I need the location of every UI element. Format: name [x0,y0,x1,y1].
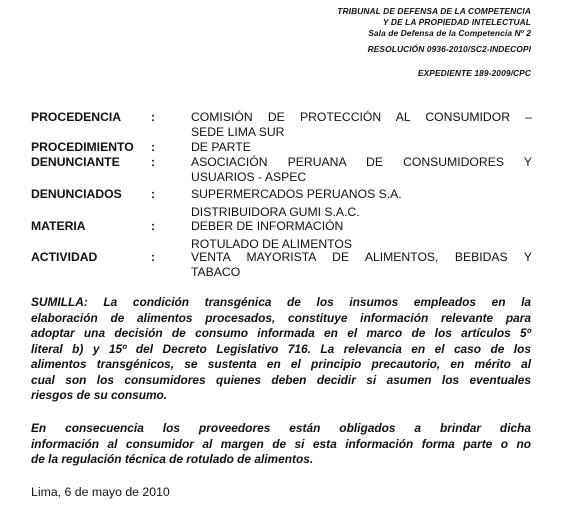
field-value-line: DE PARTE [191,140,251,154]
field-value [191,250,532,280]
field-label: DENUNCIADOS [31,187,122,201]
header-line-2: Y DE LA PROPIEDAD INTELECTUAL [382,17,531,27]
field-colon: : [151,140,156,154]
sumilla-line: adoptar una decisión de consumo informada en el marco de los artículos 5º [31,326,531,340]
field-value-line: VENTA MAYORISTA DE ALIMENTOS, BEBIDAS Y [191,250,532,264]
field-value-line: DISTRIBUIDORA GUMI S.A.C. [191,205,360,219]
field-value-line: SEDE LIMA SUR [191,125,285,139]
field-label: PROCEDIMIENTO [31,140,134,154]
header-line-3: Sala de Defensa de la Competencia Nº 2 [368,28,531,38]
field-colon: : [151,155,156,169]
field-colon: : [151,219,156,233]
field-label: DENUNCIANTE [31,155,120,169]
expediente-number: EXPEDIENTE 189-2009/CPC [417,68,531,78]
consecuencia-paragraph [31,421,531,468]
consecuencia-line: de la regulación técnica de rotulado de alimentos. [31,452,314,466]
field-value [191,187,532,220]
consecuencia-line: información al consumidor al margen de si esta información forma parte o no [31,436,531,451]
tribunal-header [337,6,531,39]
sumilla-line: alimentos transgénicos, se sustenta en el principio precautorio, en mérito al [31,357,531,371]
field-value-line: USUARIOS - ASPEC [191,170,307,184]
field-colon: : [151,250,156,264]
field-value-line: ROTULADO DE ALIMENTOS [191,237,352,251]
resolucion-number: RESOLUCIÓN 0936-2010/SC2-INDECOPI [367,44,531,54]
field-colon: : [151,110,156,124]
field-value-line: COMISIÓN DE PROTECCIÓN AL CONSUMIDOR – [191,110,532,124]
field-colon: : [151,187,156,201]
header-line-1: TRIBUNAL DE DEFENSA DE LA COMPETENCIA [337,6,531,16]
sumilla-paragraph [31,295,531,404]
field-label: PROCEDENCIA [31,110,122,124]
sumilla-line: literal b) y 15º del Decreto Legislativo 716. La relevancia en el caso de los [31,341,531,356]
field-value-line: SUPERMERCADOS PERUANOS S.A. [191,187,402,201]
field-label: MATERIA [31,219,86,233]
sumilla-line: riesgos de su consumo. [31,388,168,402]
field-value [191,110,532,140]
field-value-line: TABACO [191,265,241,279]
sumilla-line: cual son los consumidores quienes deben decidir si asumen los eventuales [31,372,531,387]
field-value [191,155,532,185]
sumilla-line: SUMILLA: La condición transgénica de los insumos empleados en la [31,295,531,309]
field-value [191,219,532,252]
field-value-line: DEBER DE INFORMACIÓN [191,219,344,233]
field-label: ACTIVIDAD [31,250,98,264]
sumilla-line: elaboración de alimentos procesados, constituye información relevante para [31,310,531,325]
consecuencia-line: En consecuencia los proveedores están obligados a brindar dicha [31,421,531,435]
field-value-line: ASOCIACIÓN PERUANA DE CONSUMIDORES Y [191,155,532,169]
document-date: Lima, 6 de mayo de 2010 [31,485,170,499]
field-value [191,140,532,155]
